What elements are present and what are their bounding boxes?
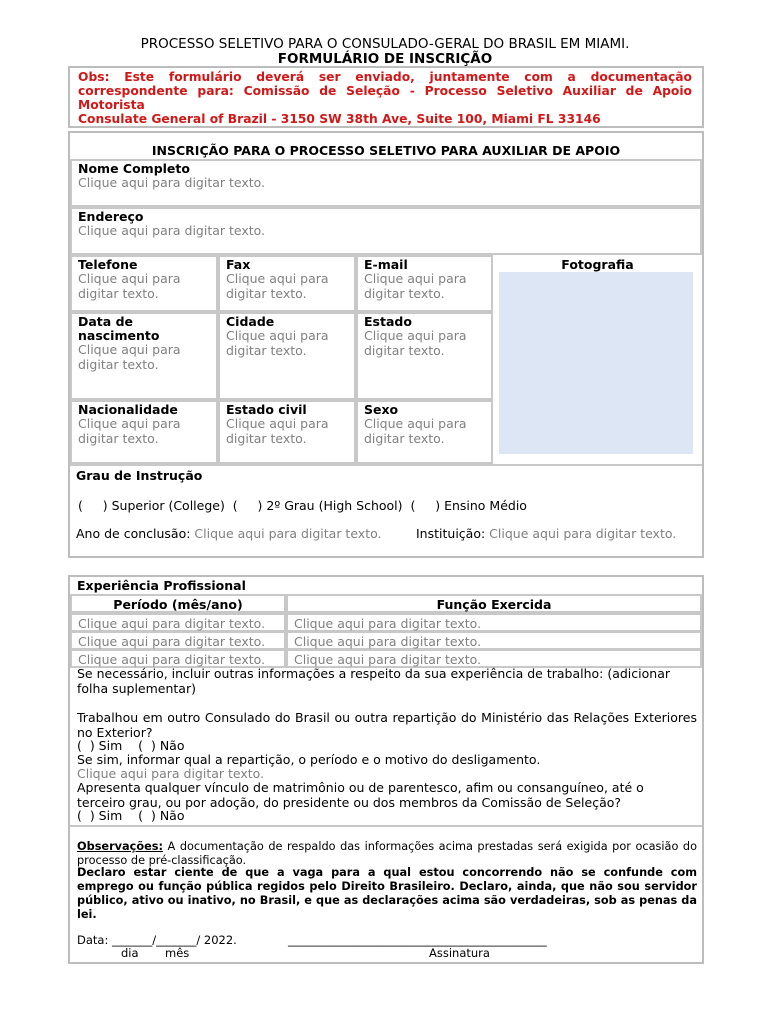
estado-civil-input[interactable]: Clique aqui para digitar texto. (226, 416, 329, 446)
question-kinship: Apresenta qualquer vínculo de matrimônio ou de parentesco, afim ou consanguíneo, até o terceiro grau, ou por adoção, do presidente ou dos membros da Comissão de Seleção? (77, 780, 644, 810)
data-nascimento-input[interactable]: Clique aqui para digitar texto. (78, 342, 181, 372)
exp-row-3-periodo[interactable]: Clique aqui para digitar texto. (70, 649, 286, 668)
estado-input[interactable]: Clique aqui para digitar texto. (364, 328, 467, 358)
sexo-label: Sexo (364, 402, 399, 417)
signature-label: Assinatura (429, 946, 490, 960)
email-label: E-mail (364, 257, 408, 272)
form-section-title: INSCRIÇÃO PARA O PROCESSO SELETIVO PARA AUXILIAR DE APOIO (151, 143, 621, 158)
nacionalidade-input[interactable]: Clique aqui para digitar texto. (78, 416, 181, 446)
data-nascimento-field[interactable] (70, 312, 218, 400)
nome-completo-input[interactable]: Clique aqui para digitar texto. (78, 175, 266, 190)
instituicao-input[interactable]: Clique aqui para digitar texto. (489, 526, 677, 541)
followup-input[interactable]: Clique aqui para digitar texto. (77, 766, 265, 781)
ano-conclusao[interactable] (76, 526, 382, 541)
nacionalidade-field[interactable] (70, 400, 218, 464)
fax-input[interactable]: Clique aqui para digitar texto. (226, 271, 329, 301)
declaration-text: Declaro estar ciente de que a vaga para a qual estou concorrendo não se confunde com emprego ou função pública regidos pelo Direito Brasileiro. Declaro, ainda, que não sou servidor público, ativo ou inativo, no Brasil, e que as declarações acima são verdadeiras, sob as penas da lei. (77, 866, 697, 921)
ano-conclusao-label: Ano de conclusão: (76, 526, 191, 541)
cidade-label: Cidade (226, 314, 275, 329)
grau-instrucao-options[interactable]: ( ) Superior (College) ( ) 2º Grau (High School) ( ) Ensino Médio (78, 498, 527, 513)
telefone-input[interactable]: Clique aqui para digitar texto. (78, 271, 181, 301)
notice-box (68, 66, 704, 128)
sexo-field[interactable] (356, 400, 493, 464)
email-input[interactable]: Clique aqui para digitar texto. (364, 271, 467, 301)
telefone-label: Telefone (78, 257, 138, 272)
date-day-label: dia (121, 946, 139, 960)
photo-placeholder[interactable] (499, 272, 693, 454)
experience-extra-info: Se necessário, incluir outras informações a respeito da sua experiência de trabalho: (adicionar folha suplementar) (77, 666, 670, 696)
answer-other-consulate[interactable]: ( ) Sim ( ) Não (77, 738, 185, 753)
answer-kinship[interactable]: ( ) Sim ( ) Não (77, 808, 185, 823)
estado-field[interactable] (356, 312, 493, 400)
instituicao[interactable] (416, 526, 676, 541)
exp-row-2-periodo[interactable]: Clique aqui para digitar texto. (70, 631, 286, 650)
observations-divider (70, 825, 702, 827)
question-other-consulate: Trabalhou em outro Consulado do Brasil ou outra repartição do Ministério das Relações Exteriores no Exterior? (77, 710, 697, 740)
nome-completo-label: Nome Completo (78, 161, 190, 176)
estado-civil-field[interactable] (218, 400, 356, 464)
notice-text: Obs: Este formulário deverá ser enviado, juntamente com a documentação correspondente para: Comissão de Seleção - Processo Seletivo Auxiliar de Apoio Motorista (78, 70, 692, 112)
question-followup: Se sim, informar qual a repartição, o período e o motivo do desligamento. (77, 752, 541, 767)
nacionalidade-label: Nacionalidade (78, 402, 178, 417)
observations-body: A documentação de respaldo das informações acima prestadas será exigida por ocasião do processo de pré-classificação. (77, 840, 697, 867)
notice-address: Consulate General of Brazil - 3150 SW 38th Ave, Suite 100, Miami FL 33146 (78, 112, 601, 126)
form-header-title: PROCESSO SELETIVO PARA O CONSULADO-GERAL DO BRASIL EM MIAMI. (140, 36, 630, 52)
telefone-field[interactable] (70, 255, 218, 312)
experience-title: Experiência Profissional (77, 578, 246, 593)
exp-row-1-funcao[interactable]: Clique aqui para digitar texto. (286, 613, 702, 632)
date-month-label: mês (165, 946, 190, 960)
endereco-input[interactable]: Clique aqui para digitar texto. (78, 223, 266, 238)
email-field[interactable] (356, 255, 493, 312)
grau-instrucao-section (70, 464, 702, 556)
sexo-input[interactable]: Clique aqui para digitar texto. (364, 416, 467, 446)
endereco-label: Endereço (78, 209, 144, 224)
cidade-input[interactable]: Clique aqui para digitar texto. (226, 328, 329, 358)
fotografia-label: Fotografia (561, 257, 634, 272)
data-nascimento-label: Data de nascimento (78, 314, 160, 343)
col-periodo-header: Período (mês/ano) (70, 594, 286, 613)
date-line[interactable]: Data: _______/_______/ 2022. (77, 933, 237, 947)
exp-row-3-funcao[interactable]: Clique aqui para digitar texto. (286, 649, 702, 668)
instituicao-label: Instituição: (416, 526, 486, 541)
col-funcao-header: Função Exercida (286, 594, 702, 613)
ano-conclusao-input[interactable]: Clique aqui para digitar texto. (194, 526, 382, 541)
signature-line[interactable]: _____________________________________________ (288, 933, 547, 947)
nome-completo-field[interactable] (70, 159, 702, 207)
estado-civil-label: Estado civil (226, 402, 307, 417)
fax-label: Fax (226, 257, 251, 272)
form-header-subtitle: FORMULÁRIO DE INSCRIÇÃO (277, 51, 493, 67)
observations-text (77, 840, 697, 868)
endereco-field[interactable] (70, 207, 702, 255)
exp-row-1-periodo[interactable]: Clique aqui para digitar texto. (70, 613, 286, 632)
estado-label: Estado (364, 314, 412, 329)
grau-instrucao-label: Grau de Instrução (76, 468, 203, 483)
cidade-field[interactable] (218, 312, 356, 400)
observations-label: Observações: (77, 840, 163, 853)
exp-row-2-funcao[interactable]: Clique aqui para digitar texto. (286, 631, 702, 650)
fax-field[interactable] (218, 255, 356, 312)
